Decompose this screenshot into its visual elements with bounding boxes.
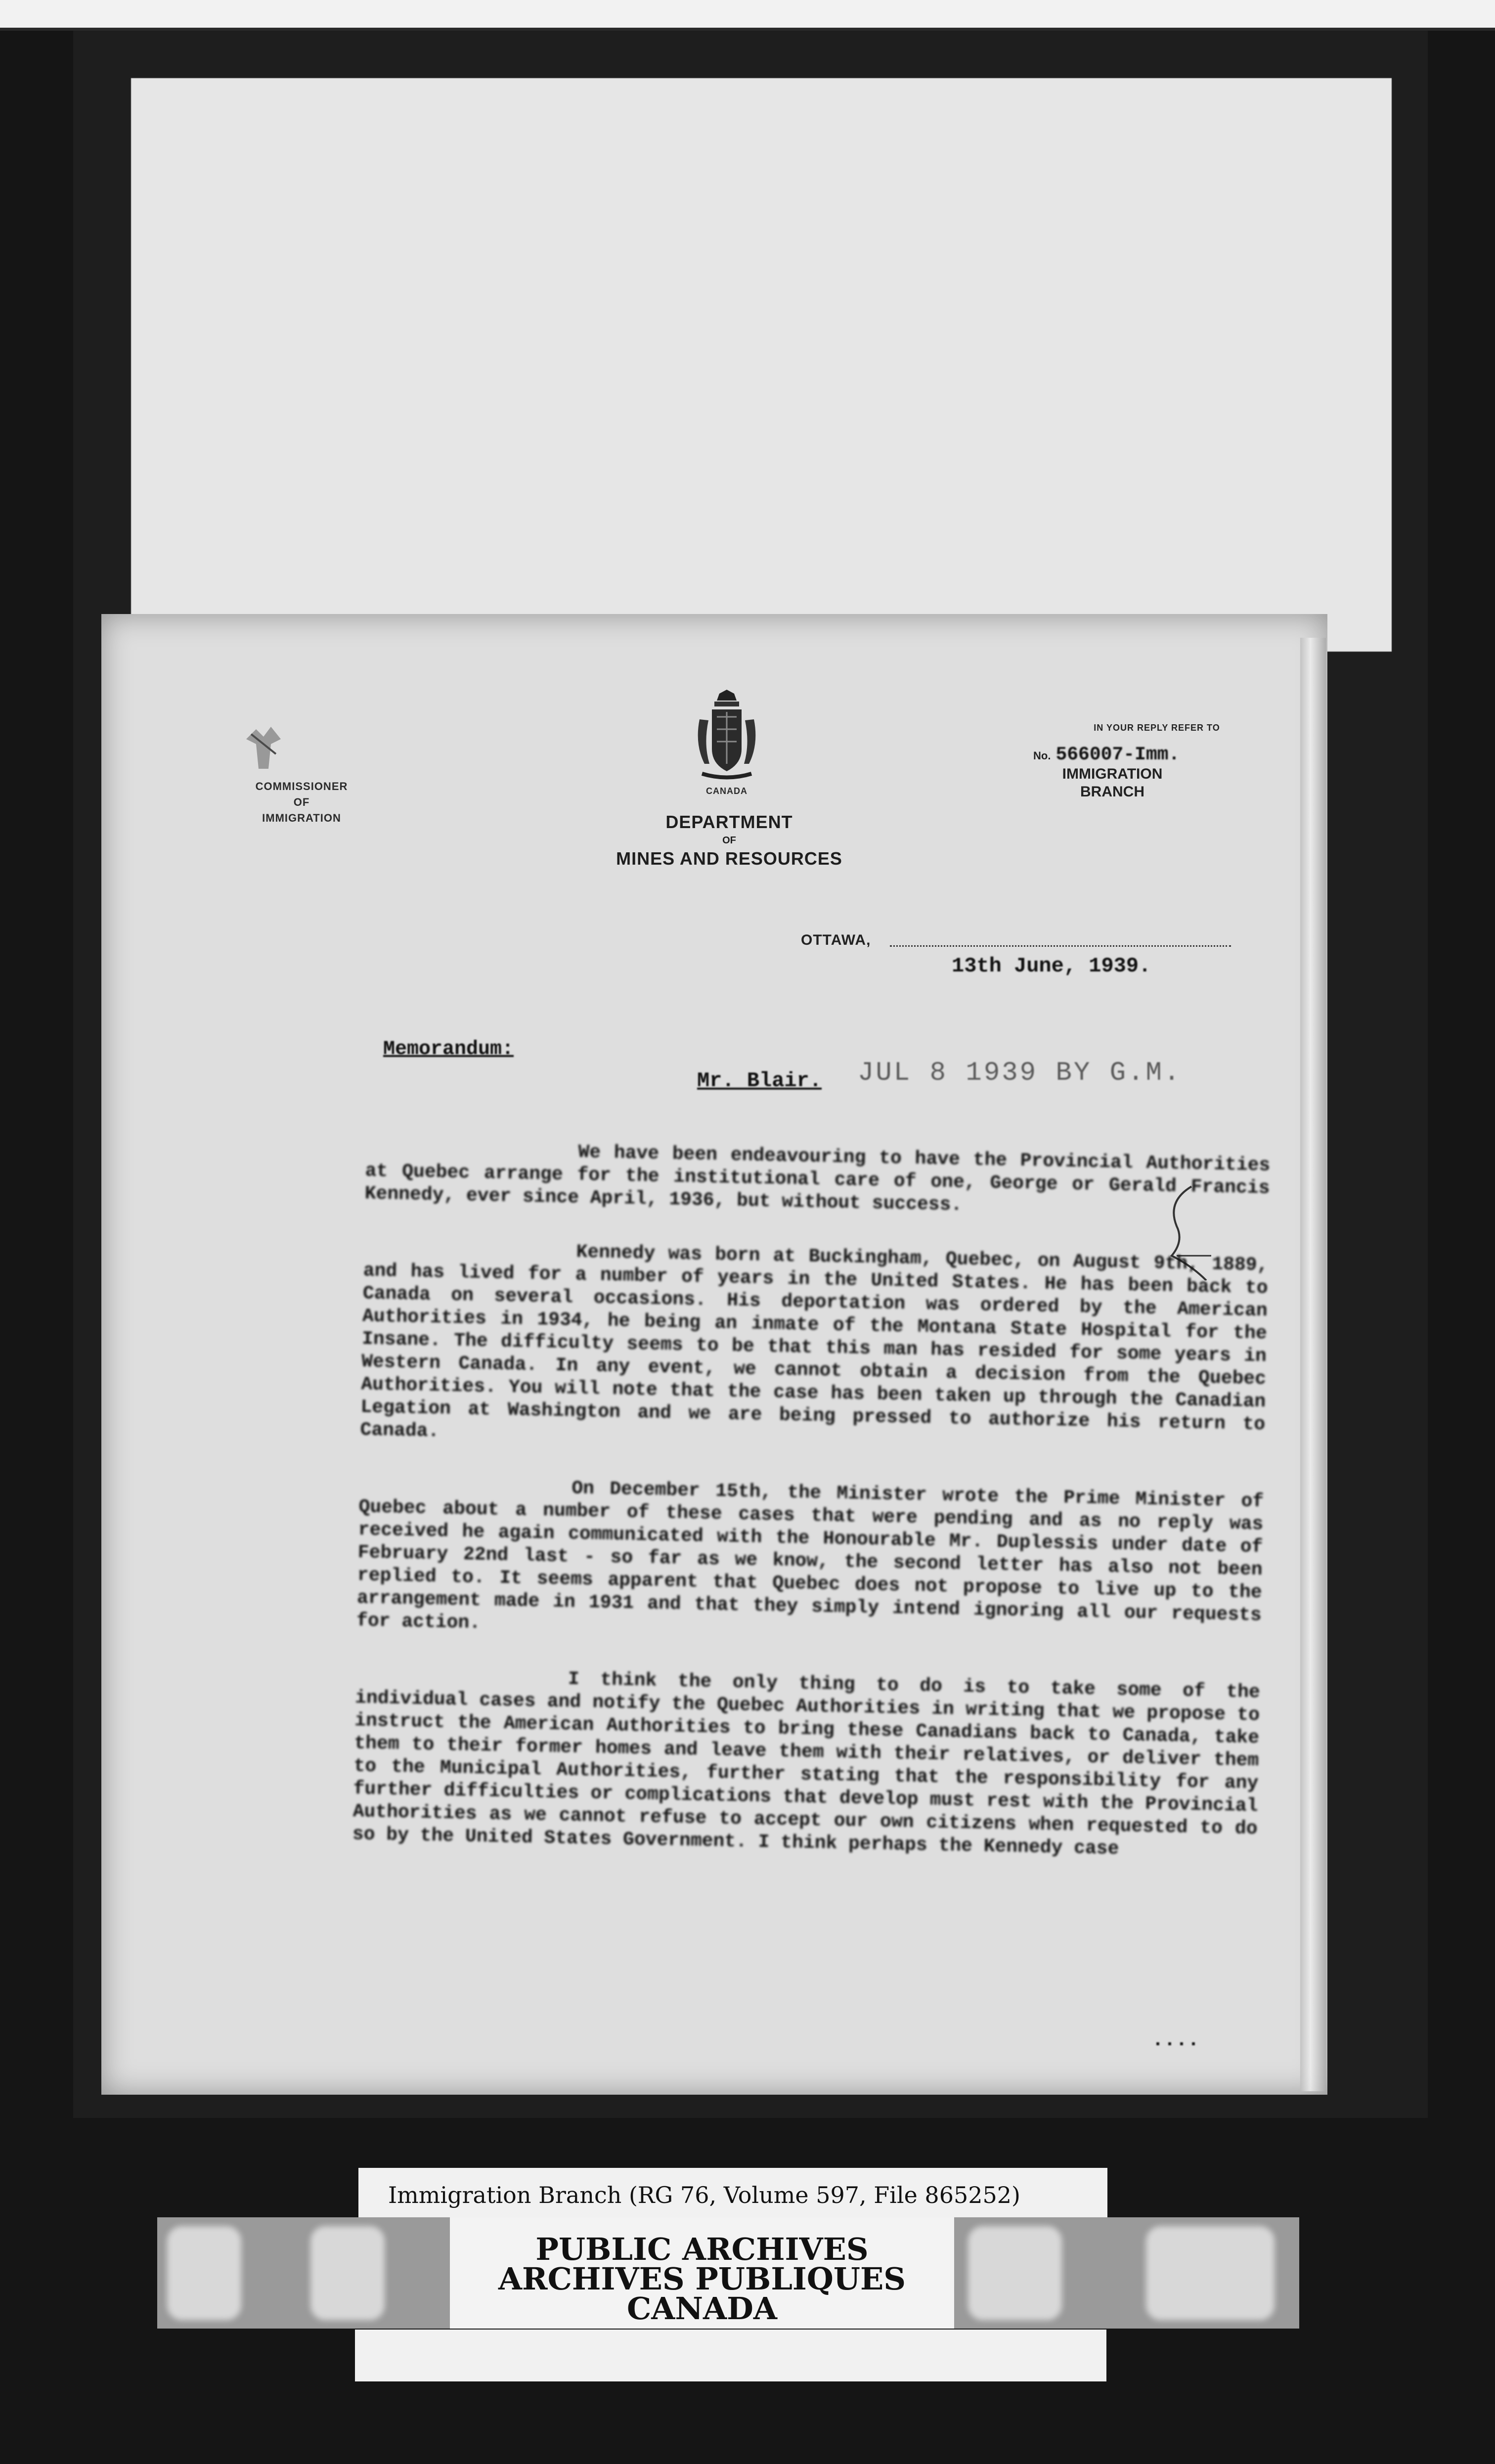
reference-block [1033,723,1280,801]
letter-date: 13th June, 1939. [952,954,1151,978]
memo-paragraph-3: On December 15th, the Minister wrote the Prime Minister of Quebec about a number of these cases that were pending and as no reply was received he again communicated with the Honourable Mr. Duplessis under date of February 22nd last - so far as we know, the second letter has also not been replied to. It seems apparent that Quebec does not propose to live up to the arrangement made in 1931 and that they simply intend ignoring all our requests for action. [356,1478,1264,1634]
archives-line-1: PUBLIC ARCHIVES [535,2231,869,2267]
reference-number-label: No. [1033,749,1051,762]
dept-line-2: OF [722,835,736,846]
reference-number-row [1033,744,1280,765]
department-title [561,811,897,870]
film-blotch [1146,2226,1275,2320]
commissioner-line-1: COMMISSIONER [255,780,348,792]
continuation-marker: .... [1152,2029,1200,2052]
file-reference-label [358,2168,1107,2222]
memo-paragraph-1: We have been endeavouring to have the Provincial Authorities at Quebec arrange for the institutional care of one, George or Gerald Francis Kennedy, ever since April, 1936, but without success. [364,1142,1271,1216]
blank-label-strip [355,2330,1106,2381]
archives-line-3: CANADA [626,2290,778,2327]
dept-line-3: MINES AND RESOURCES [616,848,842,869]
reference-number: 566007-Imm. [1055,744,1180,765]
film-blotch [968,2226,1062,2320]
archives-line-2: ARCHIVES PUBLIQUES [498,2261,906,2297]
commissioner-line-2: OF [293,796,310,808]
place-label: OTTAWA, [801,932,871,948]
archives-stamp [450,2217,954,2329]
memo-paragraph-4: I think the only thing to do is to take some of the individual cases and notify the Quebec Authorities in writing that we propose to instruct the American Authorities to bring these Canadians back to Canada, take them to their former homes and leave them with their relatives, or deliver them to the Municipal Authorities, further stating that the responsibility for any further difficulties or complications that develop must rest with the Provincial Authorities as we cannot refuse to accept our own citizens when requested to do so by the United States Government. I think perhaps the Kennedy case [352,1669,1261,1860]
commissioner-heading [232,779,371,826]
dept-line-1: DEPARTMENT [665,812,793,832]
film-blotch [310,2226,385,2320]
back-page [131,78,1392,652]
film-blotch [167,2226,241,2320]
crest-caption: CANADA [706,786,748,796]
commissioner-line-3: IMMIGRATION [262,812,341,824]
file-reference-text: Immigration Branch (RG 76, Volume 597, File 865252) [388,2182,1020,2208]
page-fold-edge [1300,638,1326,2091]
received-stamp: JUL 8 1939 BY G.M. [858,1058,1182,1088]
refer-label: IN YOUR REPLY REFER TO [1094,723,1220,733]
memo-body [352,1137,1270,1895]
coat-of-arms-icon [690,690,764,784]
date-rule [890,945,1231,947]
addressee: Mr. Blair. [697,1069,822,1093]
memo-heading: Memorandum: [383,1038,514,1060]
branch-line-2: BRANCH [1080,784,1144,800]
film-top-edge [0,0,1495,31]
small-emblem-icon [241,724,286,774]
memo-paragraph-2: Kennedy was born at Buckingham, Quebec, on August 9th, 1889, and has lived for a number of years in the United States. He has been back to Canada on several occasions. His deportation was ordered by the American Authorities in 1934, he being an inmate of the Montana State Hospital for the Insane. The difficulty seems to be that this man has resided for some years in Western Canada. In any event, we cannot obtain a decision from the Quebec Authorities. You will note that the case has been taken up through the Canadian Legation at Washington and we are being pressed to authorize his return to Canada. [360,1241,1269,1442]
branch-line-1: IMMIGRATION [1062,766,1163,782]
